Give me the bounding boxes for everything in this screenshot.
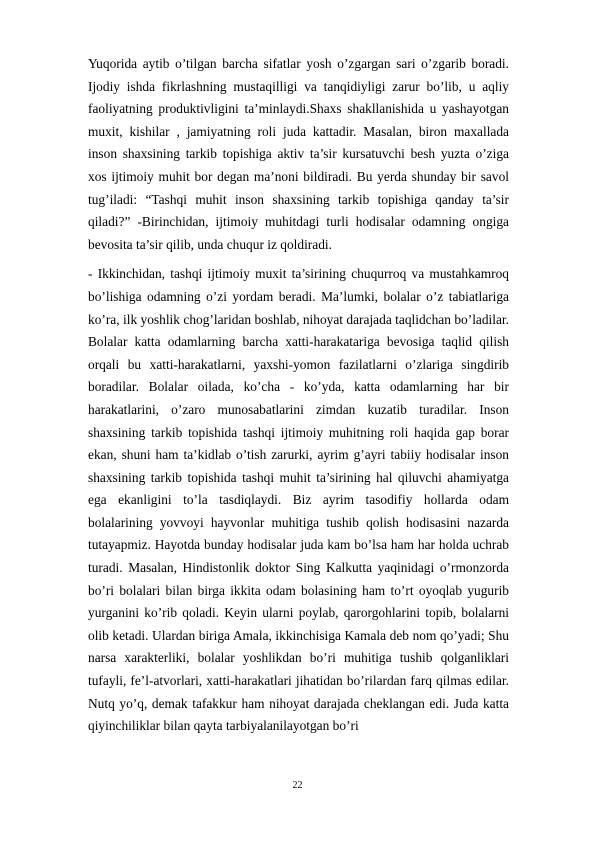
page-number: 22 bbox=[292, 780, 303, 791]
paragraph-2: - Ikkinchidan, tashqi ijtimoiy muxit ta’sirining chuqurroq va mustahkamroq bo’lishiga odamning o’zi yordam beradi. Ma’lumki, bolalar o’z tabiatlariga ko’ra, ilk yoshlik chog’laridan boshlab, nihoyat darajada taqlidchan bo’ladilar. Bolalar katta odamlarning barcha xatti-harakatariga bevosiga taqlid qilish orqali bu xatti-harakatlarni, yaxshi-yomon fazilatlarni o’zlariga singdirib boradilar. Bolalar oilada, ko’cha - ko’yda, katta odamlarning har bir harakatlarini, o’zaro munosabatlarini zimdan kuzatib turadilar. Inson shaxsining tarkib topishida tashqi ijtimoiy muhitning roli haqida gap borar ekan, shuni ham ta’kidlab o’tish zarurki, ayrim g’ayri tabiiy hodisalar inson shaxsining tarkib topishida tashqi muhit ta’sirining hal qiluvchi ahamiyatga ega ekanligini to’la tasdiqlaydi. Biz ayrim tasodifiy hollarda odam bolalarining yovvoyi hayvonlar muhitiga tushib qolish hodisasini nazarda tutayapmiz. Hayotda bunday hodisalar juda kam bo’lsa ham har holda uchrab turadi. Masalan, Hindistonlik doktor Sing Kalkutta yaqinidagi o’rmonzorda bo’ri bolalari bilan birga ikkita odam bolasining ham to’rt oyoqlab yugurib yurganini ko’rib qoladi. Keyin ularni poylab, qarorgohlarini topib, bolalarni olib ketadi. Ulardan biriga Amala, ikkinchisiga Kamala deb nom qo’yadi; Shu narsa xarakterliki, bolalar yoshlikdan bo’ri muhitiga tushib qolganliklari tufayli, fe’l-atvorlari, xatti-harakatlari jihatidan bo’rilardan farq qilmas edilar. Nutq yo’q, demak tafakkur ham nihoyat darajada cheklangan edi. Juda katta qiyinchiliklar bilan qayta tarbiyalanilayotgan bo’ri bbox=[88, 266, 509, 734]
page-body bbox=[88, 53, 509, 738]
paragraph-1: Yuqorida aytib o’tilgan barcha sifatlar yosh o’zgargan sari o’zgarib boradi. Ijodiy ishda fikrlashning mustaqilligi va tanqidiyligi zarur bo’lib, u aqliy faoliyatning produktivligini ta’minlaydi.Shaxs shakllanishida u yashayotgan muxit, kishilar , jamiyatning roli juda kattadir. Masalan, biron maxallada inson shaxsining tarkib topishiga aktiv ta’sir kursatuvchi besh yuzta o’ziga xos ijtimoiy muhit bor degan ma’noni bildiradi. Bu yerda shunday bir savol tug’iladi: “Tashqi muhit inson shaxsining tarkib topishiga qanday ta’sir qiladi?” -Birinchidan, ijtimoiy muhitdagi turli hodisalar odamning ongiga bevosita ta’sir qilib, unda chuqur iz qoldiradi. bbox=[88, 56, 509, 252]
